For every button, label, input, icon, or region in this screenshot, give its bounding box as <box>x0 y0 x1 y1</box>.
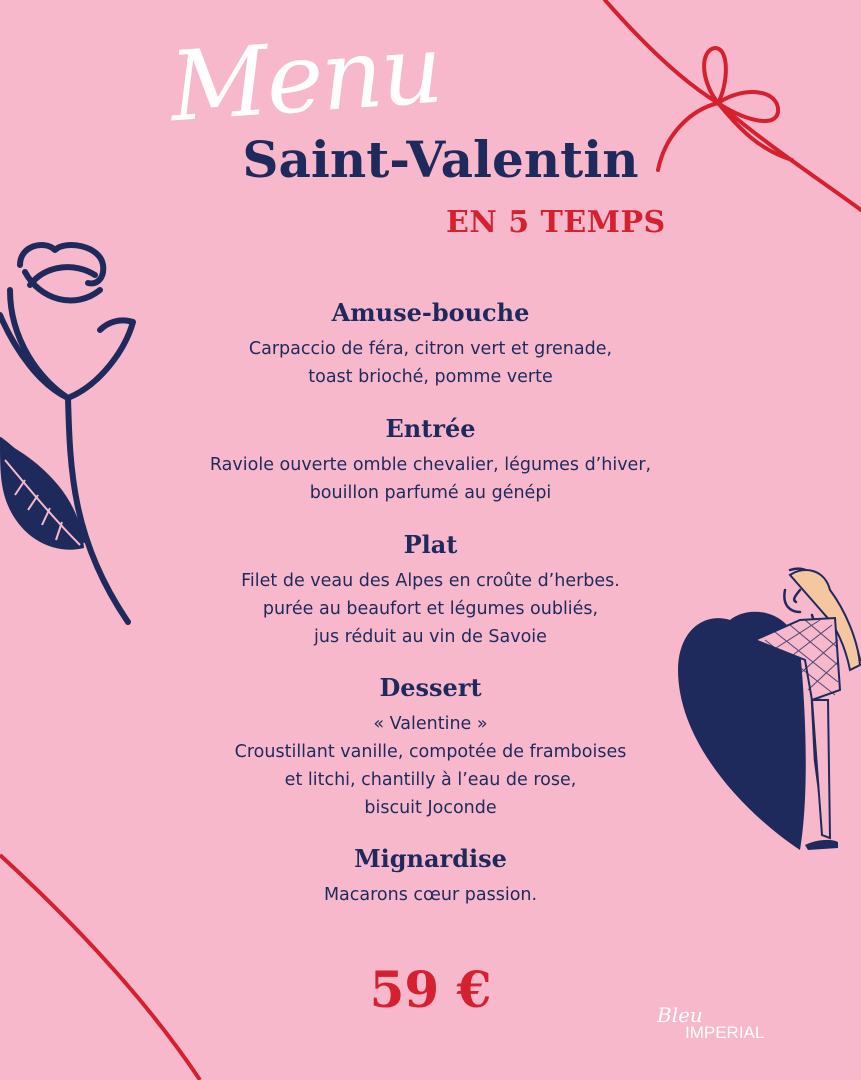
course-line: Filet de veau des Alpes en croûte d’herbes. <box>241 571 620 591</box>
brand-logo <box>655 1003 785 1048</box>
course-line: purée au beaufort et légumes oubliés, <box>262 599 599 619</box>
price: 59 € <box>369 960 492 1019</box>
course-mignardise <box>0 844 861 909</box>
course-amuse-bouche <box>0 298 861 391</box>
brand-name: IMPERIAL <box>685 1023 765 1042</box>
course-line: Macarons cœur passion. <box>323 885 538 905</box>
course-title: Mignardise <box>354 844 507 873</box>
course-line: Croustillant vanille, compotée de framboises <box>234 742 627 762</box>
course-line: biscuit Joconde <box>364 798 497 818</box>
course-title: Plat <box>403 530 458 559</box>
course-line: Carpaccio de féra, citron vert et grenade, <box>248 339 613 359</box>
course-line: bouillon parfumé au génépi <box>309 483 552 503</box>
brand-script: Bleu <box>657 1003 703 1027</box>
course-dessert <box>0 673 861 822</box>
page-subtitle: EN 5 TEMPS <box>446 205 666 240</box>
script-title: Menu <box>166 12 445 144</box>
course-entree <box>0 414 861 507</box>
course-title: Entrée <box>385 414 476 443</box>
course-line: jus réduit au vin de Savoie <box>314 627 547 647</box>
course-line: toast brioché, pomme verte <box>308 367 553 387</box>
course-line: « Valentine » <box>373 714 488 734</box>
page-title: Saint-Valentin <box>242 130 639 189</box>
course-line: et litchi, chantilly à l’eau de rose, <box>284 770 577 790</box>
course-title: Dessert <box>379 673 482 702</box>
course-plat <box>0 530 861 651</box>
course-line: Raviole ouverte omble chevalier, légumes d’hiver, <box>209 455 652 475</box>
course-title: Amuse-bouche <box>331 298 530 327</box>
